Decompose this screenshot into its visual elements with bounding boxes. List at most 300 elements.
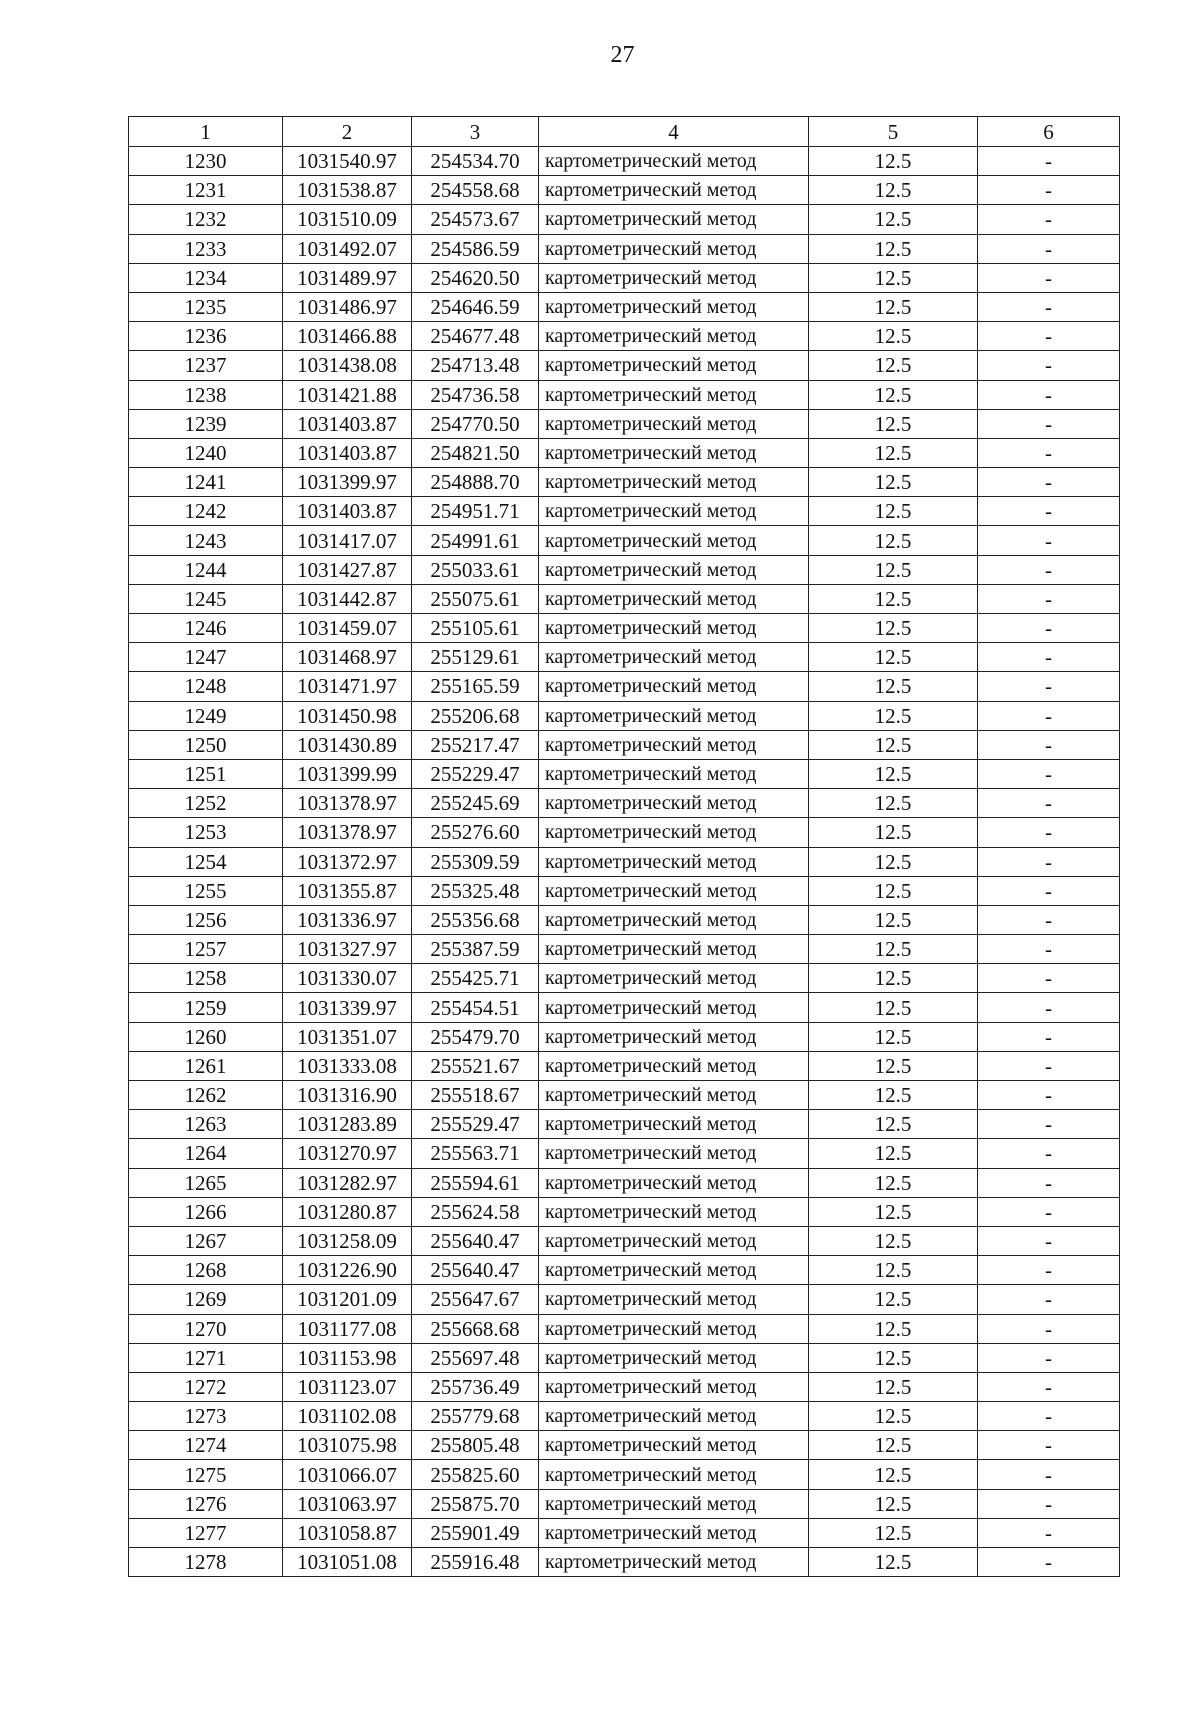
table-row (129, 935, 1120, 964)
x-coordinate-cell: 1031417.07 (283, 526, 412, 555)
y-coordinate-cell: 254534.70 (412, 147, 539, 176)
accuracy-cell: 12.5 (809, 1168, 978, 1197)
y-coordinate-cell: 255521.67 (412, 1051, 539, 1080)
method-cell: картометрический метод (539, 380, 809, 409)
point-number-cell: 1270 (129, 1314, 283, 1343)
note-cell: - (978, 701, 1120, 730)
accuracy-cell: 12.5 (809, 205, 978, 234)
point-number-cell: 1269 (129, 1285, 283, 1314)
x-coordinate-cell: 1031177.08 (283, 1314, 412, 1343)
y-coordinate-cell: 255105.61 (412, 614, 539, 643)
x-coordinate-cell: 1031102.08 (283, 1402, 412, 1431)
y-coordinate-cell: 254646.59 (412, 292, 539, 321)
y-coordinate-cell: 255640.47 (412, 1256, 539, 1285)
accuracy-cell: 12.5 (809, 1081, 978, 1110)
table-row (129, 409, 1120, 438)
method-cell: картометрический метод (539, 643, 809, 672)
note-cell: - (978, 1226, 1120, 1255)
table-row (129, 789, 1120, 818)
method-cell: картометрический метод (539, 614, 809, 643)
method-cell: картометрический метод (539, 234, 809, 263)
note-cell: - (978, 614, 1120, 643)
table-row (129, 1226, 1120, 1255)
point-number-cell: 1249 (129, 701, 283, 730)
method-cell: картометрический метод (539, 1431, 809, 1460)
method-cell: картометрический метод (539, 292, 809, 321)
accuracy-cell: 12.5 (809, 1518, 978, 1547)
method-cell: картометрический метод (539, 993, 809, 1022)
note-cell: - (978, 380, 1120, 409)
y-coordinate-cell: 255356.68 (412, 905, 539, 934)
point-number-cell: 1271 (129, 1343, 283, 1372)
x-coordinate-cell: 1031438.08 (283, 351, 412, 380)
note-cell: - (978, 322, 1120, 351)
method-cell: картометрический метод (539, 1256, 809, 1285)
y-coordinate-cell: 255825.60 (412, 1460, 539, 1489)
accuracy-cell: 12.5 (809, 176, 978, 205)
note-cell: - (978, 147, 1120, 176)
note-cell: - (978, 847, 1120, 876)
accuracy-cell: 12.5 (809, 292, 978, 321)
point-number-cell: 1273 (129, 1402, 283, 1431)
y-coordinate-cell: 255206.68 (412, 701, 539, 730)
note-cell: - (978, 351, 1120, 380)
y-coordinate-cell: 254677.48 (412, 322, 539, 351)
table-row (129, 818, 1120, 847)
point-number-cell: 1265 (129, 1168, 283, 1197)
table-row (129, 1314, 1120, 1343)
x-coordinate-cell: 1031421.88 (283, 380, 412, 409)
accuracy-cell: 12.5 (809, 351, 978, 380)
point-number-cell: 1275 (129, 1460, 283, 1489)
y-coordinate-cell: 255425.71 (412, 964, 539, 993)
method-cell: картометрический метод (539, 1343, 809, 1372)
method-cell: картометрический метод (539, 1110, 809, 1139)
x-coordinate-cell: 1031355.87 (283, 876, 412, 905)
accuracy-cell: 12.5 (809, 1431, 978, 1460)
table-row (129, 380, 1120, 409)
method-cell: картометрический метод (539, 322, 809, 351)
note-cell: - (978, 1168, 1120, 1197)
table-row (129, 964, 1120, 993)
method-cell: картометрический метод (539, 1314, 809, 1343)
x-coordinate-cell: 1031450.98 (283, 701, 412, 730)
x-coordinate-cell: 1031540.97 (283, 147, 412, 176)
table-row (129, 1489, 1120, 1518)
accuracy-cell: 12.5 (809, 1372, 978, 1401)
accuracy-cell: 12.5 (809, 818, 978, 847)
x-coordinate-cell: 1031486.97 (283, 292, 412, 321)
y-coordinate-cell: 255129.61 (412, 643, 539, 672)
method-cell: картометрический метод (539, 672, 809, 701)
x-coordinate-cell: 1031378.97 (283, 789, 412, 818)
accuracy-cell: 12.5 (809, 1022, 978, 1051)
y-coordinate-cell: 254951.71 (412, 497, 539, 526)
x-coordinate-cell: 1031258.09 (283, 1226, 412, 1255)
y-coordinate-cell: 255325.48 (412, 876, 539, 905)
x-coordinate-cell: 1031066.07 (283, 1460, 412, 1489)
x-coordinate-cell: 1031510.09 (283, 205, 412, 234)
table-row (129, 555, 1120, 584)
table-row (129, 497, 1120, 526)
method-cell: картометрический метод (539, 730, 809, 759)
accuracy-cell: 12.5 (809, 263, 978, 292)
y-coordinate-cell: 255529.47 (412, 1110, 539, 1139)
point-number-cell: 1240 (129, 438, 283, 467)
table-row (129, 1110, 1120, 1139)
table-row (129, 1372, 1120, 1401)
column-header-6: 6 (978, 117, 1120, 147)
accuracy-cell: 12.5 (809, 1226, 978, 1255)
table-row (129, 1548, 1120, 1577)
table-row (129, 905, 1120, 934)
y-coordinate-cell: 254573.67 (412, 205, 539, 234)
x-coordinate-cell: 1031403.87 (283, 409, 412, 438)
point-number-cell: 1266 (129, 1197, 283, 1226)
note-cell: - (978, 497, 1120, 526)
y-coordinate-cell: 255736.49 (412, 1372, 539, 1401)
y-coordinate-cell: 254586.59 (412, 234, 539, 263)
y-coordinate-cell: 254713.48 (412, 351, 539, 380)
method-cell: картометрический метод (539, 1168, 809, 1197)
table-row (129, 759, 1120, 788)
point-number-cell: 1250 (129, 730, 283, 759)
note-cell: - (978, 1314, 1120, 1343)
y-coordinate-cell: 255594.61 (412, 1168, 539, 1197)
table-row (129, 292, 1120, 321)
y-coordinate-cell: 254736.58 (412, 380, 539, 409)
point-number-cell: 1251 (129, 759, 283, 788)
x-coordinate-cell: 1031466.88 (283, 322, 412, 351)
point-number-cell: 1233 (129, 234, 283, 263)
point-number-cell: 1248 (129, 672, 283, 701)
x-coordinate-cell: 1031316.90 (283, 1081, 412, 1110)
x-coordinate-cell: 1031459.07 (283, 614, 412, 643)
note-cell: - (978, 176, 1120, 205)
note-cell: - (978, 409, 1120, 438)
table-row (129, 1081, 1120, 1110)
table-row (129, 468, 1120, 497)
method-cell: картометрический метод (539, 147, 809, 176)
method-cell: картометрический метод (539, 1460, 809, 1489)
accuracy-cell: 12.5 (809, 789, 978, 818)
table-row (129, 526, 1120, 555)
method-cell: картометрический метод (539, 555, 809, 584)
note-cell: - (978, 876, 1120, 905)
method-cell: картометрический метод (539, 526, 809, 555)
y-coordinate-cell: 255454.51 (412, 993, 539, 1022)
x-coordinate-cell: 1031489.97 (283, 263, 412, 292)
point-number-cell: 1277 (129, 1518, 283, 1547)
point-number-cell: 1234 (129, 263, 283, 292)
accuracy-cell: 12.5 (809, 1139, 978, 1168)
accuracy-cell: 12.5 (809, 322, 978, 351)
accuracy-cell: 12.5 (809, 468, 978, 497)
column-header-5: 5 (809, 117, 978, 147)
point-number-cell: 1278 (129, 1548, 283, 1577)
y-coordinate-cell: 255779.68 (412, 1402, 539, 1431)
accuracy-cell: 12.5 (809, 701, 978, 730)
table-row (129, 876, 1120, 905)
accuracy-cell: 12.5 (809, 1402, 978, 1431)
accuracy-cell: 12.5 (809, 847, 978, 876)
accuracy-cell: 12.5 (809, 905, 978, 934)
method-cell: картометрический метод (539, 1285, 809, 1314)
accuracy-cell: 12.5 (809, 935, 978, 964)
note-cell: - (978, 584, 1120, 613)
accuracy-cell: 12.5 (809, 614, 978, 643)
method-cell: картометрический метод (539, 818, 809, 847)
y-coordinate-cell: 254991.61 (412, 526, 539, 555)
note-cell: - (978, 292, 1120, 321)
y-coordinate-cell: 255229.47 (412, 759, 539, 788)
point-number-cell: 1272 (129, 1372, 283, 1401)
y-coordinate-cell: 255217.47 (412, 730, 539, 759)
note-cell: - (978, 1343, 1120, 1372)
accuracy-cell: 12.5 (809, 1197, 978, 1226)
accuracy-cell: 12.5 (809, 1256, 978, 1285)
method-cell: картометрический метод (539, 205, 809, 234)
table-header (129, 117, 1120, 147)
note-cell: - (978, 263, 1120, 292)
point-number-cell: 1243 (129, 526, 283, 555)
x-coordinate-cell: 1031399.99 (283, 759, 412, 788)
point-number-cell: 1255 (129, 876, 283, 905)
point-number-cell: 1276 (129, 1489, 283, 1518)
table-row (129, 1343, 1120, 1372)
accuracy-cell: 12.5 (809, 1051, 978, 1080)
point-number-cell: 1261 (129, 1051, 283, 1080)
note-cell: - (978, 730, 1120, 759)
note-cell: - (978, 1022, 1120, 1051)
method-cell: картометрический метод (539, 1402, 809, 1431)
table-row (129, 1518, 1120, 1547)
point-number-cell: 1268 (129, 1256, 283, 1285)
note-cell: - (978, 1285, 1120, 1314)
x-coordinate-cell: 1031403.87 (283, 497, 412, 526)
x-coordinate-cell: 1031442.87 (283, 584, 412, 613)
table-row (129, 1431, 1120, 1460)
method-cell: картометрический метод (539, 438, 809, 467)
table-row (129, 234, 1120, 263)
accuracy-cell: 12.5 (809, 993, 978, 1022)
accuracy-cell: 12.5 (809, 730, 978, 759)
x-coordinate-cell: 1031270.97 (283, 1139, 412, 1168)
method-cell: картометрический метод (539, 468, 809, 497)
x-coordinate-cell: 1031403.87 (283, 438, 412, 467)
x-coordinate-cell: 1031492.07 (283, 234, 412, 263)
table-row (129, 1256, 1120, 1285)
y-coordinate-cell: 255647.67 (412, 1285, 539, 1314)
method-cell: картометрический метод (539, 701, 809, 730)
method-cell: картометрический метод (539, 964, 809, 993)
note-cell: - (978, 759, 1120, 788)
point-number-cell: 1247 (129, 643, 283, 672)
table-row (129, 1168, 1120, 1197)
point-number-cell: 1230 (129, 147, 283, 176)
method-cell: картометрический метод (539, 497, 809, 526)
x-coordinate-cell: 1031058.87 (283, 1518, 412, 1547)
x-coordinate-cell: 1031333.08 (283, 1051, 412, 1080)
accuracy-cell: 12.5 (809, 497, 978, 526)
method-cell: картометрический метод (539, 351, 809, 380)
accuracy-cell: 12.5 (809, 759, 978, 788)
method-cell: картометрический метод (539, 1081, 809, 1110)
accuracy-cell: 12.5 (809, 409, 978, 438)
table-row (129, 322, 1120, 351)
point-number-cell: 1263 (129, 1110, 283, 1139)
y-coordinate-cell: 254770.50 (412, 409, 539, 438)
table-row (129, 1460, 1120, 1489)
point-number-cell: 1256 (129, 905, 283, 934)
accuracy-cell: 12.5 (809, 876, 978, 905)
table-row (129, 993, 1120, 1022)
accuracy-cell: 12.5 (809, 1285, 978, 1314)
point-number-cell: 1239 (129, 409, 283, 438)
point-number-cell: 1242 (129, 497, 283, 526)
method-cell: картометрический метод (539, 1518, 809, 1547)
note-cell: - (978, 1051, 1120, 1080)
accuracy-cell: 12.5 (809, 147, 978, 176)
y-coordinate-cell: 255875.70 (412, 1489, 539, 1518)
note-cell: - (978, 205, 1120, 234)
note-cell: - (978, 789, 1120, 818)
table-row (129, 438, 1120, 467)
y-coordinate-cell: 254821.50 (412, 438, 539, 467)
y-coordinate-cell: 255165.59 (412, 672, 539, 701)
x-coordinate-cell: 1031063.97 (283, 1489, 412, 1518)
method-cell: картометрический метод (539, 1226, 809, 1255)
note-cell: - (978, 818, 1120, 847)
point-number-cell: 1236 (129, 322, 283, 351)
method-cell: картометрический метод (539, 1022, 809, 1051)
accuracy-cell: 12.5 (809, 1460, 978, 1489)
accuracy-cell: 12.5 (809, 584, 978, 613)
table-row (129, 701, 1120, 730)
point-number-cell: 1244 (129, 555, 283, 584)
x-coordinate-cell: 1031538.87 (283, 176, 412, 205)
x-coordinate-cell: 1031471.97 (283, 672, 412, 701)
y-coordinate-cell: 255309.59 (412, 847, 539, 876)
y-coordinate-cell: 255033.61 (412, 555, 539, 584)
table-row (129, 1285, 1120, 1314)
point-number-cell: 1267 (129, 1226, 283, 1255)
x-coordinate-cell: 1031051.08 (283, 1548, 412, 1577)
point-number-cell: 1246 (129, 614, 283, 643)
point-number-cell: 1232 (129, 205, 283, 234)
method-cell: картометрический метод (539, 1548, 809, 1577)
note-cell: - (978, 1402, 1120, 1431)
x-coordinate-cell: 1031427.87 (283, 555, 412, 584)
note-cell: - (978, 468, 1120, 497)
accuracy-cell: 12.5 (809, 526, 978, 555)
x-coordinate-cell: 1031282.97 (283, 1168, 412, 1197)
x-coordinate-cell: 1031378.97 (283, 818, 412, 847)
method-cell: картометрический метод (539, 1139, 809, 1168)
accuracy-cell: 12.5 (809, 1548, 978, 1577)
method-cell: картометрический метод (539, 1051, 809, 1080)
y-coordinate-cell: 255697.48 (412, 1343, 539, 1372)
table-row (129, 1139, 1120, 1168)
method-cell: картометрический метод (539, 1489, 809, 1518)
table-row (129, 176, 1120, 205)
note-cell: - (978, 526, 1120, 555)
note-cell: - (978, 1081, 1120, 1110)
accuracy-cell: 12.5 (809, 964, 978, 993)
y-coordinate-cell: 254558.68 (412, 176, 539, 205)
point-number-cell: 1245 (129, 584, 283, 613)
x-coordinate-cell: 1031336.97 (283, 905, 412, 934)
note-cell: - (978, 234, 1120, 263)
y-coordinate-cell: 255518.67 (412, 1081, 539, 1110)
note-cell: - (978, 1518, 1120, 1547)
note-cell: - (978, 1139, 1120, 1168)
point-number-cell: 1274 (129, 1431, 283, 1460)
x-coordinate-cell: 1031153.98 (283, 1343, 412, 1372)
method-cell: картометрический метод (539, 876, 809, 905)
note-cell: - (978, 643, 1120, 672)
point-number-cell: 1238 (129, 380, 283, 409)
x-coordinate-cell: 1031330.07 (283, 964, 412, 993)
y-coordinate-cell: 255563.71 (412, 1139, 539, 1168)
table-body (129, 147, 1120, 1577)
header-row (129, 117, 1120, 147)
note-cell: - (978, 905, 1120, 934)
method-cell: картометрический метод (539, 409, 809, 438)
column-header-3: 3 (412, 117, 539, 147)
note-cell: - (978, 1197, 1120, 1226)
x-coordinate-cell: 1031075.98 (283, 1431, 412, 1460)
note-cell: - (978, 935, 1120, 964)
note-cell: - (978, 1256, 1120, 1285)
point-number-cell: 1241 (129, 468, 283, 497)
note-cell: - (978, 1110, 1120, 1139)
column-header-1: 1 (129, 117, 283, 147)
table-row (129, 205, 1120, 234)
column-header-4: 4 (539, 117, 809, 147)
point-number-cell: 1235 (129, 292, 283, 321)
y-coordinate-cell: 255245.69 (412, 789, 539, 818)
x-coordinate-cell: 1031123.07 (283, 1372, 412, 1401)
y-coordinate-cell: 255387.59 (412, 935, 539, 964)
method-cell: картометрический метод (539, 789, 809, 818)
table-row (129, 584, 1120, 613)
table-row (129, 614, 1120, 643)
table-row (129, 730, 1120, 759)
y-coordinate-cell: 255640.47 (412, 1226, 539, 1255)
y-coordinate-cell: 255916.48 (412, 1548, 539, 1577)
note-cell: - (978, 1460, 1120, 1489)
accuracy-cell: 12.5 (809, 1489, 978, 1518)
note-cell: - (978, 672, 1120, 701)
note-cell: - (978, 438, 1120, 467)
accuracy-cell: 12.5 (809, 555, 978, 584)
point-number-cell: 1257 (129, 935, 283, 964)
x-coordinate-cell: 1031280.87 (283, 1197, 412, 1226)
y-coordinate-cell: 255668.68 (412, 1314, 539, 1343)
point-number-cell: 1252 (129, 789, 283, 818)
y-coordinate-cell: 254888.70 (412, 468, 539, 497)
table-row (129, 1402, 1120, 1431)
point-number-cell: 1259 (129, 993, 283, 1022)
table-row (129, 847, 1120, 876)
x-coordinate-cell: 1031201.09 (283, 1285, 412, 1314)
x-coordinate-cell: 1031430.89 (283, 730, 412, 759)
note-cell: - (978, 1489, 1120, 1518)
y-coordinate-cell: 255075.61 (412, 584, 539, 613)
point-number-cell: 1253 (129, 818, 283, 847)
note-cell: - (978, 993, 1120, 1022)
